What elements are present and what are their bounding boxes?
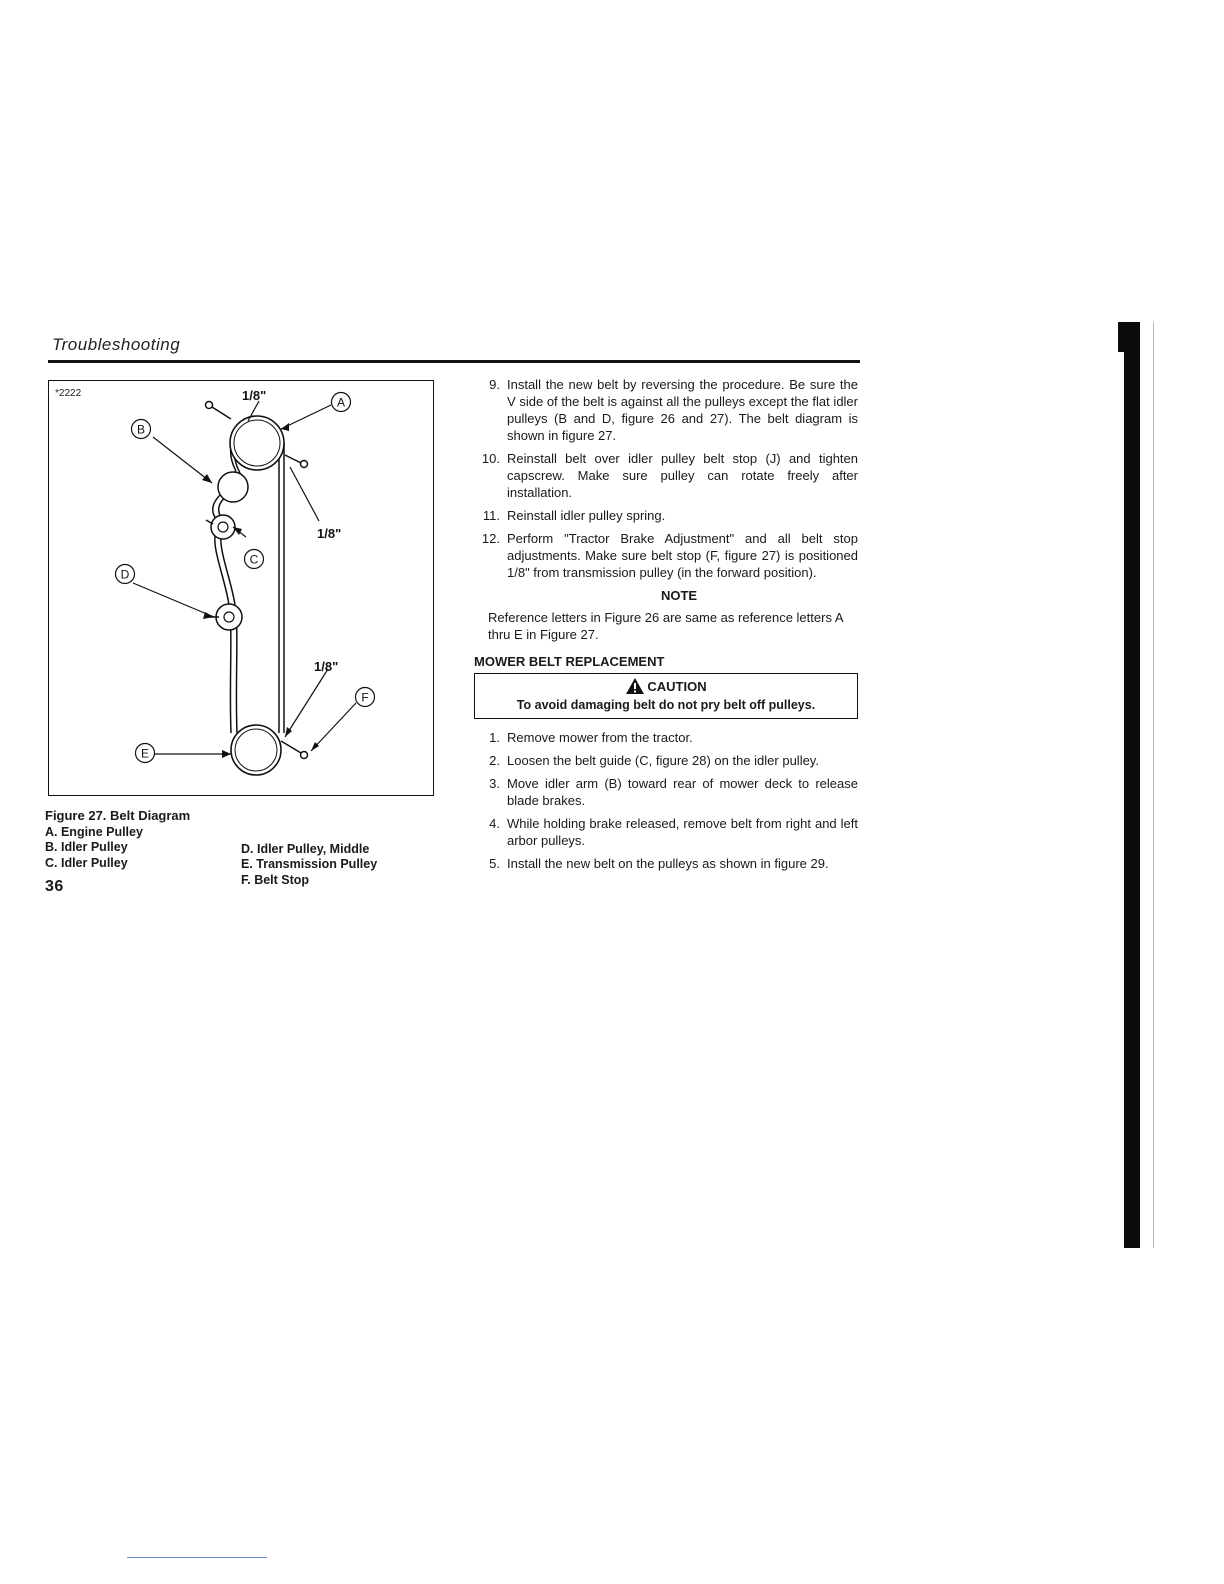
callout-f-letter: F bbox=[361, 690, 369, 705]
instructions-column bbox=[474, 376, 858, 878]
callout-c bbox=[245, 550, 264, 569]
figure-legend bbox=[45, 825, 445, 889]
list-item bbox=[474, 530, 858, 581]
callout-e-letter: E bbox=[140, 746, 150, 761]
callout-d bbox=[116, 565, 135, 584]
step-text: Reinstall belt over idler pulley belt stop (J) and tighten capscrew. Make sure pulley can rotate freely after installation. bbox=[507, 451, 858, 500]
step-text: Install the new belt on the pulleys as shown in figure 29. bbox=[507, 856, 829, 871]
idler-pulley-b bbox=[218, 472, 248, 502]
belt-path bbox=[213, 425, 284, 733]
step-number: 5. bbox=[489, 856, 500, 871]
list-item bbox=[474, 507, 858, 524]
figure-id-label: *2222 bbox=[55, 388, 82, 399]
legend-item: F. Belt Stop bbox=[241, 872, 310, 887]
caution-label: CAUTION bbox=[647, 678, 707, 694]
list-item bbox=[474, 752, 858, 769]
step-number: 1. bbox=[489, 730, 500, 745]
callout-e bbox=[136, 744, 155, 763]
callout-a-letter: A bbox=[336, 395, 346, 410]
step-text: Move idler arm (B) toward rear of mower deck to release blade brakes. bbox=[507, 776, 858, 808]
transmission-pulley bbox=[231, 725, 281, 775]
arrowheads bbox=[202, 423, 319, 758]
section-title: Troubleshooting bbox=[52, 335, 181, 354]
idler-pulley-middle bbox=[216, 604, 242, 630]
list-item bbox=[474, 775, 858, 809]
list-item bbox=[474, 450, 858, 501]
legend-item: D. Idler Pulley, Middle bbox=[241, 841, 370, 856]
list-item bbox=[474, 855, 858, 872]
callout-b-letter: B bbox=[136, 422, 146, 437]
callout-a bbox=[332, 393, 351, 412]
step-text: Reinstall idler pulley spring. bbox=[507, 508, 666, 523]
step-number: 2. bbox=[489, 753, 500, 768]
step-number: 4. bbox=[489, 816, 500, 831]
margin-tab bbox=[1124, 322, 1140, 1248]
step-number: 10. bbox=[481, 451, 500, 466]
belt-diagram-figure bbox=[48, 380, 434, 796]
legend-right-column bbox=[241, 825, 437, 889]
step-number: 12. bbox=[481, 531, 500, 546]
callout-d-letter: D bbox=[120, 567, 130, 582]
warning-triangle-icon bbox=[625, 677, 645, 695]
step-text: Loosen the belt guide (C, figure 28) on the idler pulley. bbox=[507, 753, 819, 768]
note-heading: NOTE bbox=[660, 588, 698, 603]
legend-item: E. Transmission Pulley bbox=[241, 857, 378, 871]
step-number: 3. bbox=[489, 776, 500, 791]
figure-caption-title: Figure 27. Belt Diagram bbox=[45, 808, 191, 823]
step-text: Perform "Tractor Brake Adjustment" and all belt stop adjustments. Make sure belt stop (F, figure 27) is positioned 1/8" from transmission pulley (in the forward position). bbox=[507, 531, 858, 580]
legend-item: B. Idler Pulley bbox=[45, 840, 128, 854]
bottom-rule bbox=[127, 1557, 267, 1558]
list-item bbox=[474, 729, 858, 746]
figure-caption bbox=[45, 808, 445, 888]
step-number: 11. bbox=[482, 508, 500, 523]
legend-left-column bbox=[45, 825, 241, 889]
step-text: While holding brake released, remove belt from right and left arbor pulleys. bbox=[507, 816, 858, 848]
mower-belt-heading: MOWER BELT REPLACEMENT bbox=[474, 654, 665, 669]
caution-message: To avoid damaging belt do not pry belt off pulleys. bbox=[516, 698, 816, 712]
step-text: Remove mower from the tractor. bbox=[507, 730, 693, 745]
caution-box bbox=[474, 673, 858, 719]
page-number: 36 bbox=[45, 878, 64, 895]
callout-f bbox=[356, 688, 375, 707]
note-text: Reference letters in Figure 26 are same as reference letters A thru E in Figure 27. bbox=[488, 610, 843, 642]
callout-c-letter: C bbox=[249, 552, 259, 567]
list-item bbox=[474, 376, 858, 444]
header-rule bbox=[48, 360, 860, 363]
belt-diagram-svg bbox=[49, 381, 435, 797]
dimension-label-bottom: 1/8" bbox=[314, 659, 339, 674]
step-text: Install the new belt by reversing the procedure. Be sure the V side of the belt is against all the pulleys except the flat idler pulleys (B and D, figure 26 and 27). The belt diagram is shown in figure 27. bbox=[507, 377, 858, 443]
legend-item: C. Idler Pulley bbox=[45, 855, 128, 870]
legend-item: A. Engine Pulley bbox=[45, 824, 143, 839]
engine-pulley bbox=[230, 416, 284, 470]
step-number: 9. bbox=[489, 377, 500, 392]
dimension-label-top: 1/8" bbox=[242, 388, 267, 403]
margin-line bbox=[1153, 322, 1154, 1248]
list-item bbox=[474, 815, 858, 849]
caution-header bbox=[481, 677, 851, 695]
callout-b bbox=[132, 420, 151, 439]
dimension-label-middle: 1/8" bbox=[317, 526, 342, 541]
idler-pulley-c bbox=[211, 515, 235, 539]
